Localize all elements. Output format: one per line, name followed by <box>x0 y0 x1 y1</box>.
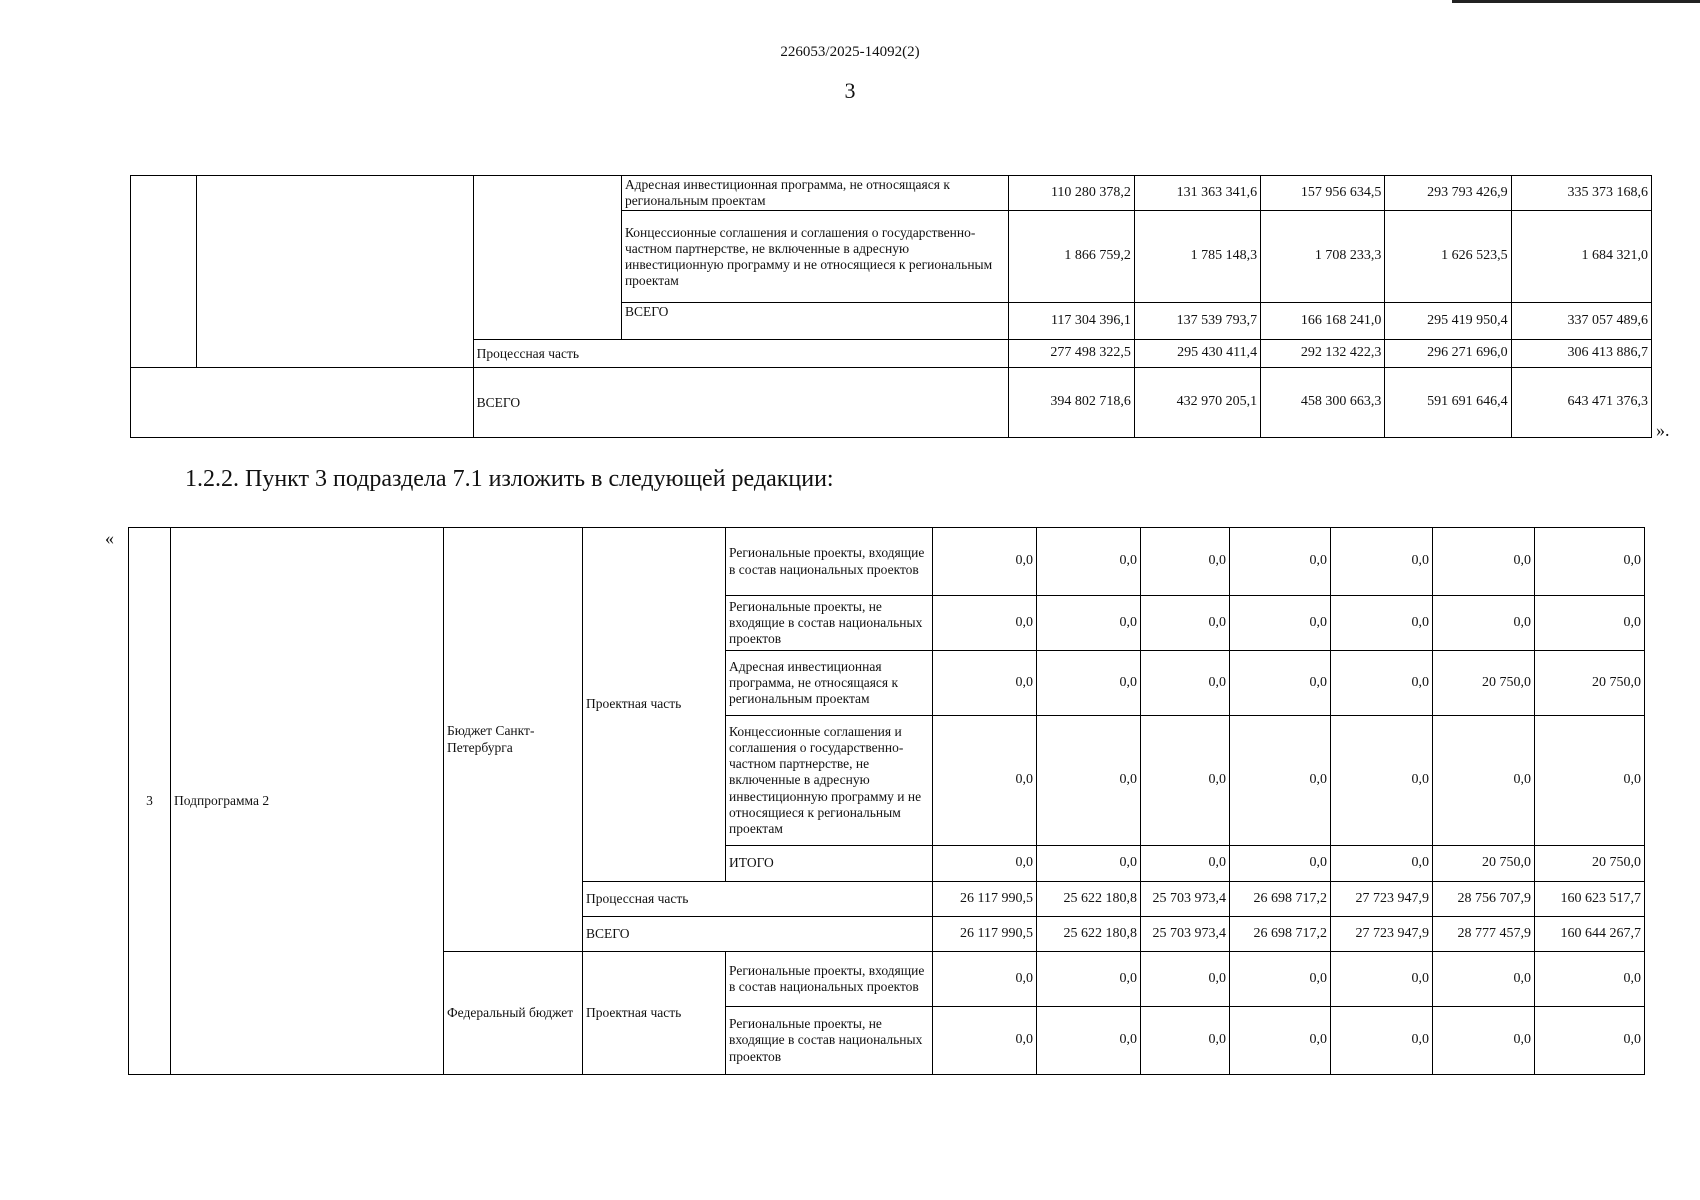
value-cell: 458 300 663,3 <box>1261 368 1385 438</box>
value-cell: 0,0 <box>1037 952 1141 1007</box>
row-label: ВСЕГО <box>621 303 1008 340</box>
value-cell: 160 644 267,7 <box>1535 917 1645 952</box>
value-cell: 293 793 426,9 <box>1385 176 1511 211</box>
value-cell: 28 777 457,9 <box>1433 917 1535 952</box>
value-cell: 25 622 180,8 <box>1037 882 1141 917</box>
blank-cell <box>197 176 474 368</box>
subprogram-name: Подпрограмма 2 <box>171 528 444 1075</box>
value-cell: 0,0 <box>1141 846 1230 882</box>
value-cell: 0,0 <box>1141 952 1230 1007</box>
value-cell: 0,0 <box>1141 528 1230 596</box>
value-cell: 0,0 <box>1535 1007 1645 1075</box>
value-cell: 295 430 411,4 <box>1134 340 1260 368</box>
funding-source: Бюджет Санкт-Петербурга <box>444 528 583 952</box>
value-cell: 0,0 <box>1331 716 1433 846</box>
row-number: 3 <box>129 528 171 1075</box>
value-cell: 0,0 <box>1230 596 1331 651</box>
value-cell: 166 168 241,0 <box>1261 303 1385 340</box>
blank-cell <box>473 176 621 340</box>
value-cell: 20 750,0 <box>1535 846 1645 882</box>
value-cell: 0,0 <box>1141 651 1230 716</box>
value-cell: 0,0 <box>933 651 1037 716</box>
value-cell: 27 723 947,9 <box>1331 882 1433 917</box>
blank-cell <box>131 176 197 368</box>
value-cell: 0,0 <box>1037 651 1141 716</box>
financing-table-continuation <box>130 175 1652 438</box>
value-cell: 0,0 <box>1331 651 1433 716</box>
value-cell: 0,0 <box>933 1007 1037 1075</box>
value-cell: 0,0 <box>1230 651 1331 716</box>
value-cell: 20 750,0 <box>1535 651 1645 716</box>
value-cell: 0,0 <box>1433 952 1535 1007</box>
value-cell: 432 970 205,1 <box>1134 368 1260 438</box>
table-row <box>131 368 1652 438</box>
row-label: Региональные проекты, не входящие в состав национальных проектов <box>726 596 933 651</box>
row-label: ВСЕГО <box>583 917 933 952</box>
value-cell: 0,0 <box>1331 596 1433 651</box>
table-row <box>129 528 1645 596</box>
value-cell: 296 271 696,0 <box>1385 340 1511 368</box>
subprogram-financing-table <box>128 527 1645 1075</box>
value-cell: 0,0 <box>933 846 1037 882</box>
value-cell: 137 539 793,7 <box>1134 303 1260 340</box>
blank-cell <box>131 368 474 438</box>
value-cell: 25 622 180,8 <box>1037 917 1141 952</box>
value-cell: 0,0 <box>1037 716 1141 846</box>
funding-source: Федеральный бюджет <box>444 952 583 1075</box>
opening-quote: « <box>105 528 114 548</box>
value-cell: 0,0 <box>1037 528 1141 596</box>
top-edge-line <box>1452 0 1700 3</box>
value-cell: 591 691 646,4 <box>1385 368 1511 438</box>
value-cell: 27 723 947,9 <box>1331 917 1433 952</box>
value-cell: 1 785 148,3 <box>1134 211 1260 303</box>
row-label: Региональные проекты, входящие в состав национальных проектов <box>726 528 933 596</box>
value-cell: 0,0 <box>1535 596 1645 651</box>
value-cell: 0,0 <box>1433 716 1535 846</box>
value-cell: 643 471 376,3 <box>1511 368 1651 438</box>
value-cell: 0,0 <box>1037 596 1141 651</box>
value-cell: 0,0 <box>1141 596 1230 651</box>
value-cell: 0,0 <box>1331 1007 1433 1075</box>
value-cell: 335 373 168,6 <box>1511 176 1651 211</box>
value-cell: 26 117 990,5 <box>933 882 1037 917</box>
value-cell: 26 698 717,2 <box>1230 882 1331 917</box>
value-cell: 0,0 <box>933 528 1037 596</box>
value-cell: 0,0 <box>1535 716 1645 846</box>
value-cell: 0,0 <box>1331 846 1433 882</box>
value-cell: 25 703 973,4 <box>1141 917 1230 952</box>
page-number: 3 <box>844 78 856 103</box>
value-cell: 1 684 321,0 <box>1511 211 1651 303</box>
value-cell: 0,0 <box>1230 1007 1331 1075</box>
row-label: Региональные проекты, входящие в состав национальных проектов <box>726 952 933 1007</box>
value-cell: 0,0 <box>1433 1007 1535 1075</box>
row-label: Региональные проекты, не входящие в состав национальных проектов <box>726 1007 933 1075</box>
value-cell: 0,0 <box>933 952 1037 1007</box>
value-cell: 0,0 <box>933 716 1037 846</box>
row-label: Адресная инвестиционная программа, не относящаяся к региональным проектам <box>621 176 1008 211</box>
value-cell: 295 419 950,4 <box>1385 303 1511 340</box>
value-cell: 0,0 <box>1230 716 1331 846</box>
value-cell: 160 623 517,7 <box>1535 882 1645 917</box>
value-cell: 0,0 <box>1331 952 1433 1007</box>
value-cell: 131 363 341,6 <box>1134 176 1260 211</box>
value-cell: 0,0 <box>1037 1007 1141 1075</box>
row-label: Процессная часть <box>473 340 1008 368</box>
value-cell: 0,0 <box>1037 846 1141 882</box>
value-cell: 0,0 <box>1141 1007 1230 1075</box>
row-label: ВСЕГО <box>473 368 1008 438</box>
row-label: Процессная часть <box>583 882 933 917</box>
value-cell: 0,0 <box>1230 846 1331 882</box>
part-label: Проектная часть <box>583 528 726 882</box>
table-row <box>131 176 1652 211</box>
row-label: Концессионные соглашения и соглашения о государственно-частном партнерстве, не включенные в адресную инвестиционную программу и не относящиеся к региональным проектам <box>726 716 933 846</box>
value-cell: 1 866 759,2 <box>1008 211 1134 303</box>
value-cell: 337 057 489,6 <box>1511 303 1651 340</box>
value-cell: 0,0 <box>1433 596 1535 651</box>
value-cell: 1 708 233,3 <box>1261 211 1385 303</box>
value-cell: 0,0 <box>1141 716 1230 846</box>
row-label: ИТОГО <box>726 846 933 882</box>
value-cell: 26 117 990,5 <box>933 917 1037 952</box>
value-cell: 0,0 <box>1331 528 1433 596</box>
closing-quote: ». <box>1656 420 1670 440</box>
row-label: Адресная инвестиционная программа, не относящаяся к региональным проектам <box>726 651 933 716</box>
part-label: Проектная часть <box>583 952 726 1075</box>
section-heading: 1.2.2. Пункт 3 подраздела 7.1 изложить в следующей редакции: <box>185 466 834 492</box>
value-cell: 117 304 396,1 <box>1008 303 1134 340</box>
value-cell: 157 956 634,5 <box>1261 176 1385 211</box>
value-cell: 0,0 <box>1230 952 1331 1007</box>
value-cell: 0,0 <box>1433 528 1535 596</box>
value-cell: 0,0 <box>1230 528 1331 596</box>
value-cell: 110 280 378,2 <box>1008 176 1134 211</box>
value-cell: 25 703 973,4 <box>1141 882 1230 917</box>
value-cell: 20 750,0 <box>1433 651 1535 716</box>
value-cell: 0,0 <box>933 596 1037 651</box>
value-cell: 1 626 523,5 <box>1385 211 1511 303</box>
value-cell: 306 413 886,7 <box>1511 340 1651 368</box>
value-cell: 20 750,0 <box>1433 846 1535 882</box>
value-cell: 26 698 717,2 <box>1230 917 1331 952</box>
value-cell: 292 132 422,3 <box>1261 340 1385 368</box>
value-cell: 28 756 707,9 <box>1433 882 1535 917</box>
row-label: Концессионные соглашения и соглашения о государственно-частном партнерстве, не включенные в адресную инвестиционную программу и не относящиеся к региональным проектам <box>621 211 1008 303</box>
value-cell: 0,0 <box>1535 952 1645 1007</box>
value-cell: 394 802 718,6 <box>1008 368 1134 438</box>
value-cell: 0,0 <box>1535 528 1645 596</box>
value-cell: 277 498 322,5 <box>1008 340 1134 368</box>
document-id: 226053/2025-14092(2) <box>780 44 920 60</box>
